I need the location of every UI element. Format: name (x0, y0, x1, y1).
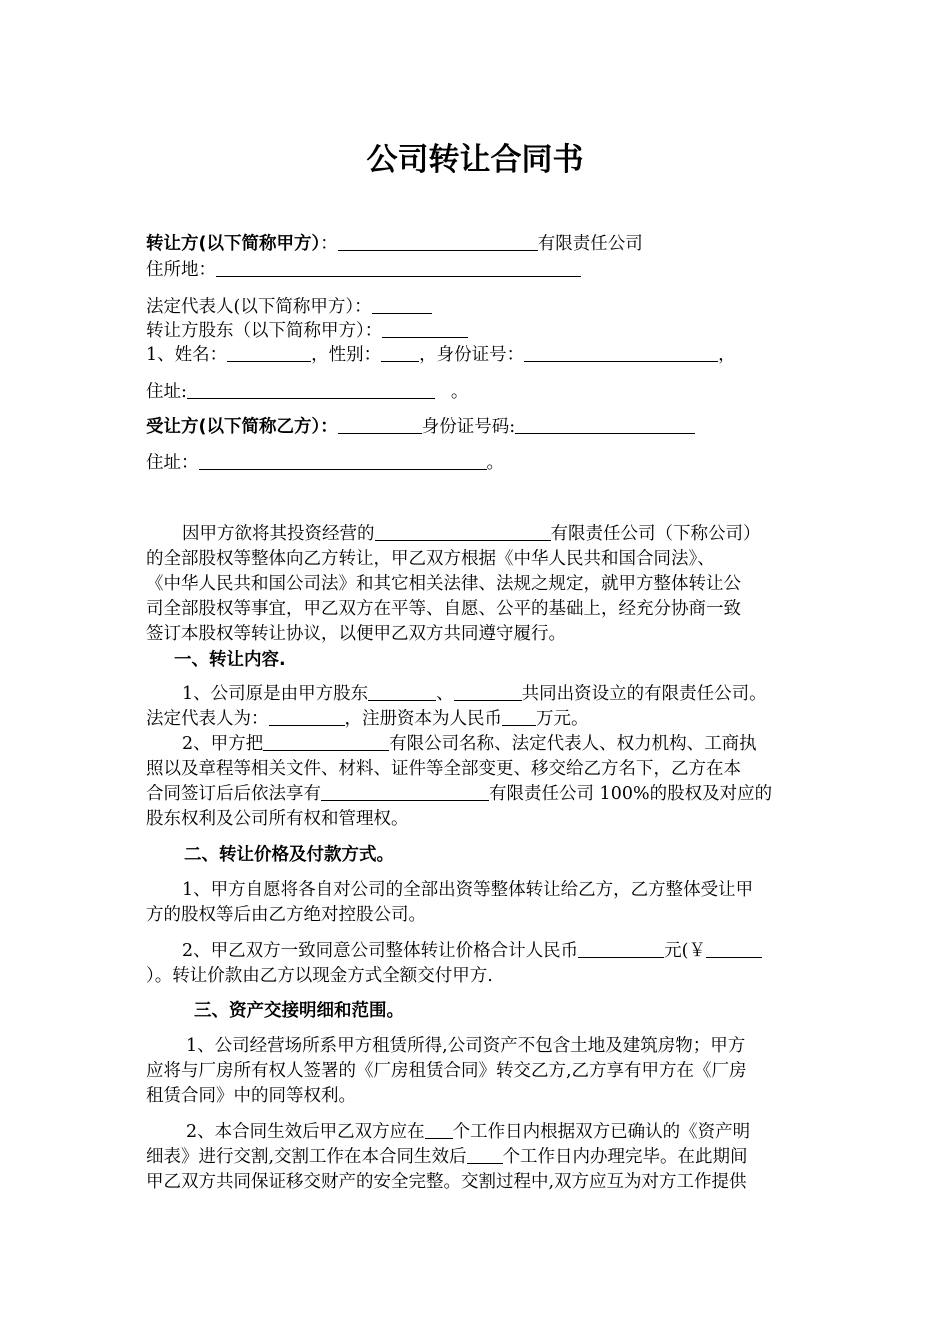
address-blank (216, 259, 581, 277)
s3-text: 2、本合同生效后甲乙双方应在 (186, 1122, 425, 1142)
s3-p2-line-1 (186, 1120, 750, 1144)
s2-text: 元(￥ (664, 941, 706, 961)
s3-text: 个工作日内办理完毕。在此期间 (502, 1147, 748, 1167)
transferee-name-blank (338, 416, 422, 434)
s2-text: 2、甲乙双方一致同意公司整体转让价格合计人民币 (182, 941, 579, 961)
intro-line-1 (182, 522, 761, 546)
intro-line-4: 司全部股权等事宜，甲乙双方在平等、自愿、公平的基础上，经充分协商一致 (146, 599, 741, 619)
transferor-suffix: 有限责任公司 (537, 234, 643, 254)
s1-text: 共同出资设立的有限责任公司。 (521, 684, 767, 704)
s3-text: 个工作日内根据双方已确认的《资产明 (452, 1122, 751, 1142)
transferor-line (146, 232, 643, 256)
id-blank (524, 344, 718, 362)
period-2: 。 (486, 453, 504, 473)
shareholder-line (146, 319, 468, 343)
shareholder-a-blank (368, 683, 436, 701)
section-1-heading: 一、转让内容. (174, 650, 286, 670)
name-label: 1、姓名： (146, 345, 228, 365)
shareholder-address-blank (187, 381, 435, 399)
s1-text: ，注册资本为人民币 (344, 709, 502, 729)
address-label-3: 住址： (146, 453, 199, 473)
s1-text: 合同签订后后依法享有 (146, 784, 321, 804)
intro-line-2: 的全部股权等整体向乙方转让，甲乙双方根据《中华人民共和国合同法》、 (146, 549, 715, 569)
transferee-address-blank (199, 452, 487, 470)
address-label-2: 住址: (146, 382, 187, 402)
s3-p2-line-3: 甲乙双方共同保证移交财产的安全完整。交割过程中,双方应互为对方工作提供 (146, 1172, 747, 1192)
section-3-heading: 三、资产交接明细和范围。 (194, 1001, 404, 1021)
s3-text: 细表》进行交割,交割工作在本合同生效后 (146, 1147, 467, 1167)
transferee-line (146, 415, 695, 439)
transferee-label: 受让方(以下简称乙方）： (146, 417, 338, 437)
s2-p2-line-1 (182, 939, 762, 963)
s1-text: 有限公司名称、法定代表人、权力机构、工商执 (389, 734, 757, 754)
shareholder-blank (382, 320, 468, 338)
address-line (146, 258, 581, 282)
s3-p1-line-2: 应将与厂房所有权人签署的《厂房租赁合同》转交乙方,乙方享有甲方在《厂房 (146, 1061, 747, 1081)
company-name-blank (263, 733, 389, 751)
s3-p1-line-1: 1、公司经营场所系甲方租赁所得,公司资产不包含土地及建筑房物；甲方 (186, 1036, 746, 1056)
id-label: ，身份证号： (419, 345, 525, 365)
s2-p1-line-1: 1、甲方自愿将各自对公司的全部出资等整体转让给乙方，乙方整体受让甲 (182, 880, 754, 900)
capital-blank (502, 708, 536, 726)
legal-rep-label: 法定代表人(以下简称甲方）： (146, 297, 372, 317)
legal-rep-line (146, 295, 432, 319)
intro-text: 因甲方欲将其投资经营的 (182, 524, 375, 544)
shareholder-address-line (146, 380, 468, 404)
transferor-name-blank (338, 233, 538, 251)
legal-rep-blank (372, 296, 432, 314)
document-title: 公司转让合同书 (366, 142, 584, 178)
shareholder-label: 转让方股东（以下简称甲方）： (146, 321, 383, 341)
name-blank (227, 344, 311, 362)
company-name-blank-2 (321, 783, 489, 801)
s2-p2-line-2: ）。转让价款由乙方以现金方式全额交付甲方. (146, 966, 493, 986)
s1-text: 、 (436, 684, 454, 704)
colon: ： (320, 234, 338, 254)
intro-line-5: 签订本股权等转让协议，以便甲乙双方共同遵守履行。 (146, 624, 566, 644)
comma: ， (718, 345, 736, 365)
company-blank (375, 523, 551, 541)
id-number-label: 身份证号码: (421, 417, 516, 437)
shareholder-b-blank (454, 683, 522, 701)
legal-rep-name-blank (269, 708, 345, 726)
price-number-blank (706, 940, 762, 958)
s1-text: 2、甲方把 (182, 734, 264, 754)
price-blank (578, 940, 664, 958)
s1-p2-line-4: 股东权利及公司所有权和管理权。 (146, 809, 409, 829)
section-2-heading: 二、转让价格及付款方式。 (184, 845, 394, 865)
address-label: 住所地： (146, 260, 216, 280)
s1-p1-line-1 (182, 682, 767, 706)
days-blank-2 (467, 1146, 503, 1164)
s1-p2-line-2: 照以及章程等相关文件、材料、证件等全部变更、移交给乙方名下，乙方在本 (146, 759, 741, 779)
s1-p2-line-1 (182, 732, 757, 756)
intro-line-3: 《中华人民共和国公司法》和其它相关法律、法规之规定，就甲方整体转让公 (146, 574, 741, 594)
days-blank (425, 1121, 453, 1139)
transferee-address-line (146, 451, 504, 475)
s3-p2-line-2 (146, 1145, 748, 1169)
s1-p1-line-2 (146, 707, 589, 731)
s1-text: 法定代表人为： (146, 709, 269, 729)
name-line (146, 343, 736, 367)
s1-text: 有限责任公司 100%的股权及对应的 (489, 784, 773, 804)
s1-text: 万元。 (536, 709, 589, 729)
gender-label: ，性别： (311, 345, 382, 365)
period: 。 (450, 382, 469, 402)
transferor-label: 转让方(以下简称甲方） (146, 234, 321, 254)
id-number-blank (515, 416, 695, 434)
s1-text: 1、公司原是由甲方股东 (182, 684, 369, 704)
gender-blank (381, 344, 419, 362)
s2-p1-line-2: 方的股权等后由乙方绝对控股公司。 (146, 905, 426, 925)
s1-p2-line-3 (146, 782, 772, 806)
s3-p1-line-3: 租赁合同》中的同等权利。 (146, 1086, 356, 1106)
intro-text: 有限责任公司（下称公司） (550, 524, 761, 544)
